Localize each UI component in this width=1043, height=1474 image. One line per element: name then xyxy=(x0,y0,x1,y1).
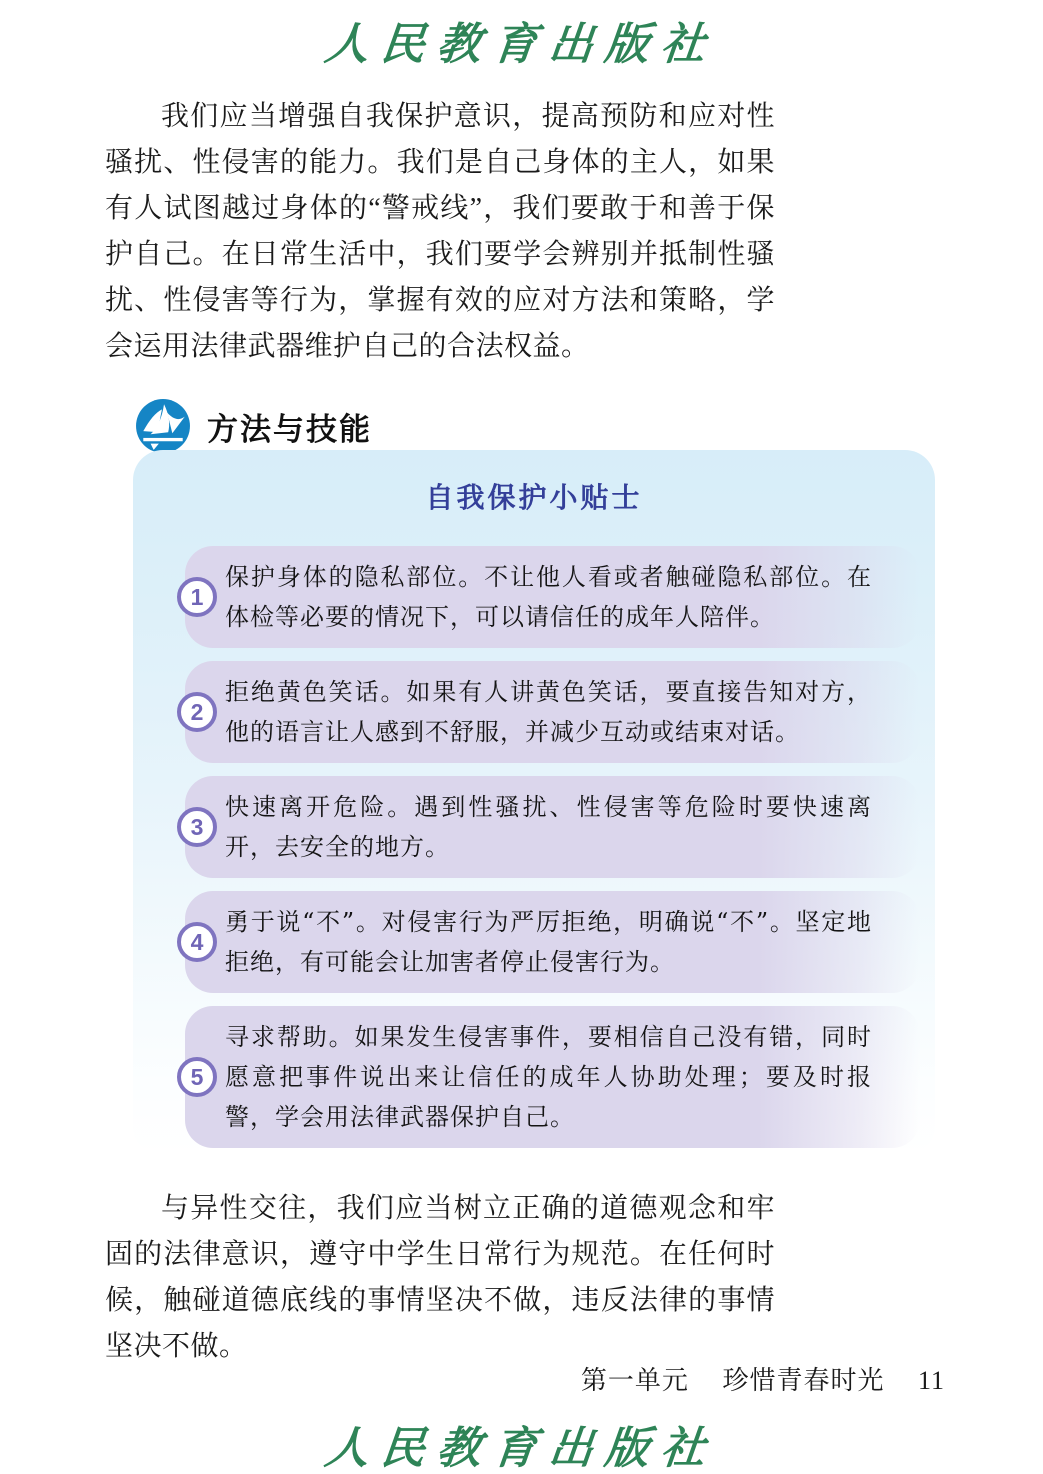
self-protection-tips-box xyxy=(133,450,935,1156)
footer-page-number: 11 xyxy=(917,1366,945,1395)
methods-skills-heading-row xyxy=(135,398,372,454)
footer-chapter-label: 珍惜青春时光 xyxy=(722,1366,885,1395)
tips-box-title: 自我保护小贴士 xyxy=(425,482,643,513)
tip-number-badge: 2 xyxy=(177,692,217,732)
tip-text: 快速离开危险。遇到性骚扰、性侵害等危险时要快速离开，去安全的地方。 xyxy=(225,793,872,861)
tip-item-5 xyxy=(185,1006,920,1148)
methods-skills-heading-label: 方法与技能 xyxy=(207,411,372,447)
tip-bubble xyxy=(185,891,920,993)
tip-number-badge: 4 xyxy=(177,922,217,962)
publisher-logo-header: 人民教育出版社 xyxy=(322,19,720,70)
body-paragraph-self-protection: 我们应当增强自我保护意识，提高预防和应对性骚扰、性侵害的能力。我们是自己身体的主人，如果有人试图越过身体的“警戒线”，我们要敢于和善于保护自己。在日常生活中，我们要学会辨别并抵制性骚扰、性侵害等行为，掌握有效的应对方法和策略，学会运用法律武器维护自己的合法权益。 xyxy=(105,101,775,362)
publisher-logo-footer: 人民教育出版社 xyxy=(322,1423,720,1474)
tip-item-3 xyxy=(185,776,920,878)
tip-number-badge: 1 xyxy=(177,577,217,617)
tip-item-4 xyxy=(185,891,920,993)
tip-item-1 xyxy=(185,546,920,648)
tip-bubble xyxy=(185,1006,920,1148)
tip-number-badge: 3 xyxy=(177,807,217,847)
tip-number-badge: 5 xyxy=(177,1057,217,1097)
tip-bubble xyxy=(185,661,920,763)
page-footer xyxy=(581,1360,945,1397)
tip-text: 保护身体的隐私部位。不让他人看或者触碰隐私部位。在体检等必要的情况下，可以请信任的成年人陪伴。 xyxy=(225,563,872,631)
pep-sail-logo-icon xyxy=(135,398,191,454)
body-paragraph-moral-legal: 与异性交往，我们应当树立正确的道德观念和牢固的法律意识，遵守中学生日常行为规范。在任何时候，触碰道德底线的事情坚决不做，违反法律的事情坚决不做。 xyxy=(105,1193,775,1362)
tip-item-2 xyxy=(185,661,920,763)
tip-text: 拒绝黄色笑话。如果有人讲黄色笑话，要直接告知对方，他的语言让人感到不舒服，并减少互动或结束对话。 xyxy=(225,678,872,746)
tip-text: 勇于说“不”。对侵害行为严厉拒绝，明确说“不”。坚定地拒绝，有可能会让加害者停止侵害行为。 xyxy=(225,908,872,976)
tip-text: 寻求帮助。如果发生侵害事件，要相信自己没有错，同时愿意把事件说出来让信任的成年人协助处理；要及时报警，学会用法律武器保护自己。 xyxy=(225,1023,872,1131)
tip-bubble xyxy=(185,546,920,648)
footer-unit-label: 第一单元 xyxy=(580,1366,689,1395)
tip-bubble xyxy=(185,776,920,878)
